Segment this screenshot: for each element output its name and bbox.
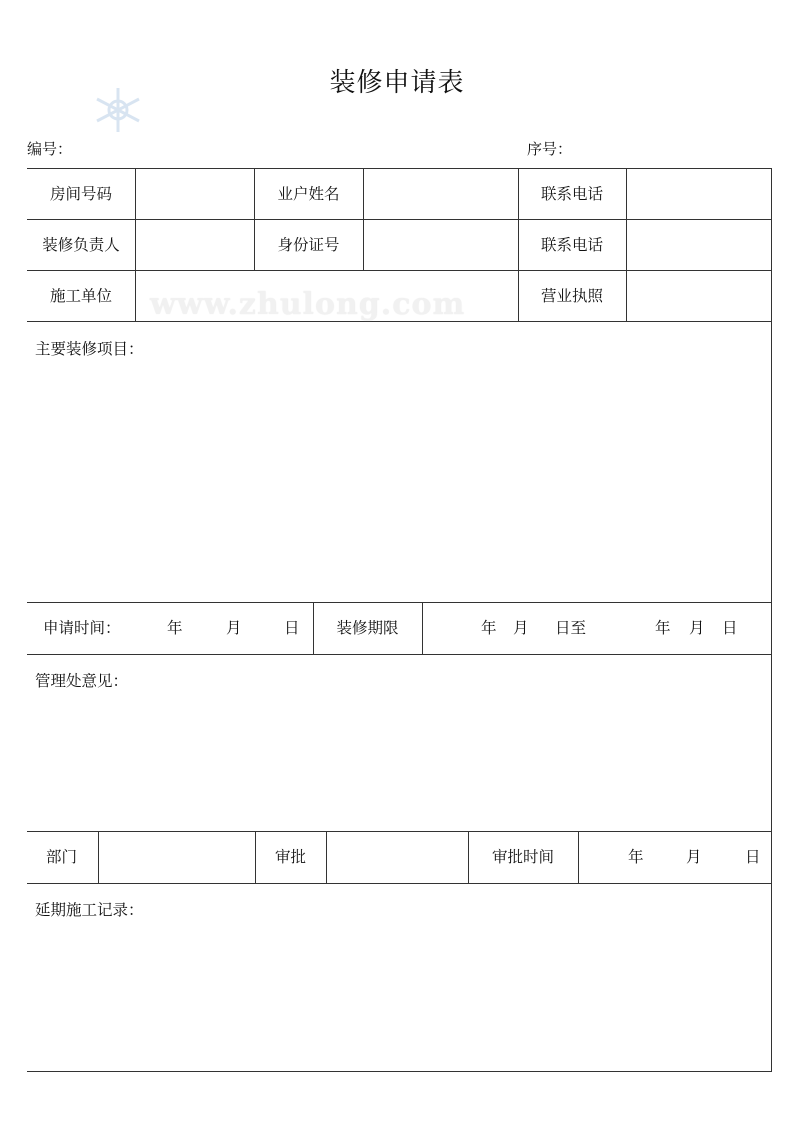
period-end-year: 年 [655,619,671,637]
snowflake-logo-icon [92,84,144,136]
approval-month: 月 [686,848,702,866]
sequence-label: 序号： [527,140,573,158]
delayed-construction-label: 延期施工记录： [35,901,144,919]
approval-year: 年 [628,848,644,866]
approval-time-label: 审批时间 [491,848,554,866]
column-divider [326,831,327,883]
period-end-day: 日 [722,619,738,637]
approval-label: 审批 [274,848,306,866]
approval-day: 日 [745,848,761,866]
column-divider [422,602,423,654]
decoration-manager-label: 装修负责人 [42,236,120,254]
apply-year: 年 [167,619,183,637]
id-number-label: 身份证号 [277,236,340,254]
contractor-label: 施工单位 [49,287,112,305]
apply-day: 日 [284,619,300,637]
management-opinion-label: 管理处意见： [35,672,129,690]
column-divider [578,831,579,883]
period-end-month: 月 [689,619,705,637]
department-label: 部门 [46,848,78,866]
period-start-day-to: 日至 [555,619,587,637]
number-label: 编号： [27,140,73,158]
business-license-label: 营业执照 [540,287,603,305]
row-divider [27,219,771,220]
main-items-label: 主要装修项目： [35,340,144,358]
row-divider [27,831,771,832]
column-divider [135,168,136,321]
owner-name-label: 业户姓名 [277,185,340,203]
row-divider [27,270,771,271]
room-number-label: 房间号码 [49,185,112,203]
contact-phone-label: 联系电话 [540,185,603,203]
column-divider [363,168,364,270]
column-divider [626,168,627,321]
decoration-period-label: 装修期限 [336,619,399,637]
contact-phone-label-2: 联系电话 [540,236,603,254]
apply-month: 月 [226,619,242,637]
row-divider [27,602,771,603]
page-title: 装修申请表 [329,68,465,98]
watermark-text: www.zhulong.com [150,287,466,322]
row-divider [27,883,771,884]
row-divider [27,654,771,655]
apply-time-label: 申请时间： [43,619,121,637]
period-start-year: 年 [481,619,497,637]
column-divider [254,168,255,270]
column-divider [98,831,99,883]
period-start-month: 月 [513,619,529,637]
